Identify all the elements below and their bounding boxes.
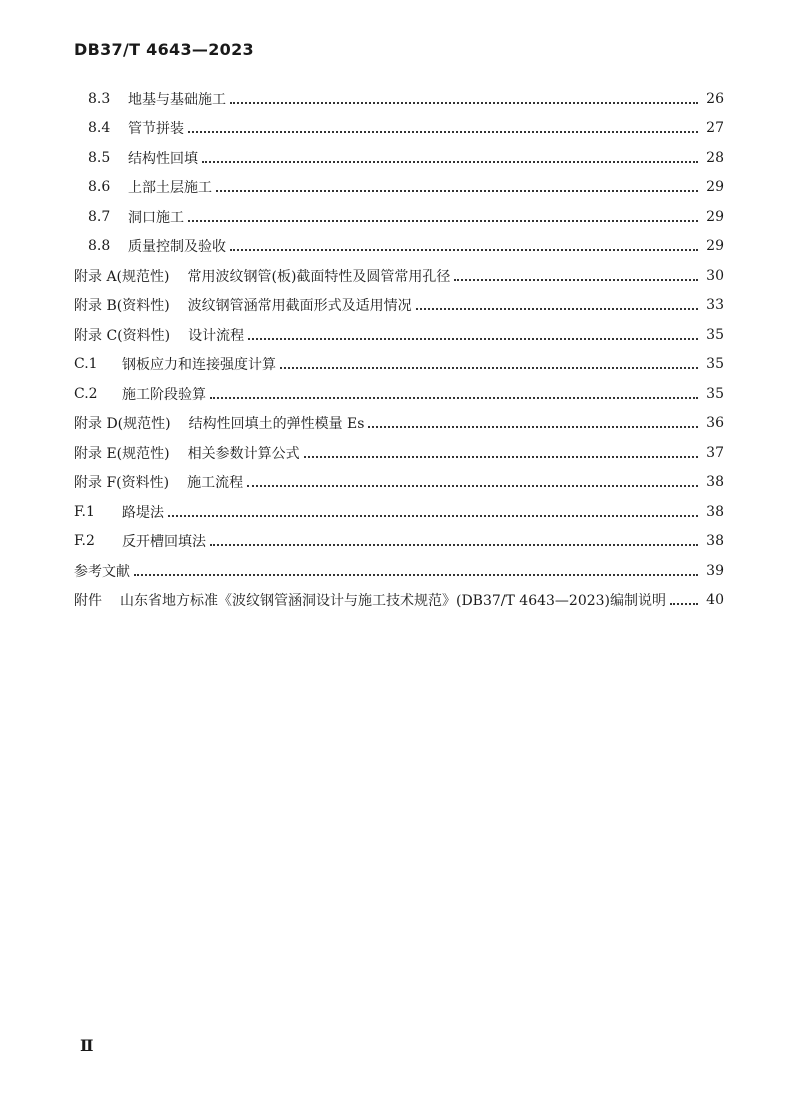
toc-leader-dots (210, 397, 698, 399)
toc-entry-title: 钢板应力和连接强度计算 (122, 357, 276, 374)
toc-entry[interactable] (74, 468, 724, 498)
toc-entry-title: 路堤法 (122, 504, 164, 521)
toc-entry[interactable] (74, 350, 724, 380)
toc-leader-dots (304, 456, 698, 458)
toc-entry-title: 管节拼装 (128, 121, 184, 138)
toc-entry-number: F.1 (74, 503, 95, 520)
toc-entry-number: 附录 E(规范性) (74, 445, 170, 462)
toc-entry-title: 山东省地方标准《波纹钢管涵洞设计与施工技术规范》(DB37/T 4643—2023)编制说明 (120, 593, 667, 610)
toc-entry[interactable] (74, 438, 724, 468)
toc-entry[interactable] (74, 320, 724, 350)
toc-entry-page: 35 (706, 356, 724, 373)
toc-entry-title: 地基与基础施工 (128, 91, 226, 108)
toc-entry-title: 设计流程 (188, 327, 245, 344)
toc-entry[interactable] (74, 409, 724, 439)
toc-leader-dots (230, 102, 698, 104)
toc-entry-page: 38 (706, 474, 724, 491)
toc-entry-title: 洞口施工 (128, 209, 184, 226)
toc-leader-dots (216, 190, 698, 192)
toc-entry-page: 29 (706, 179, 724, 196)
toc-entry-title: 常用波纹钢管(板)截面特性及圆管常用孔径 (187, 268, 451, 285)
toc-leader-dots (168, 515, 698, 517)
toc-entry-number: 附录 D(规范性) (74, 416, 171, 433)
toc-leader-dots (230, 249, 698, 251)
toc-entry[interactable] (74, 556, 724, 586)
toc-entry-page: 33 (706, 297, 724, 314)
toc-entry[interactable] (74, 497, 724, 527)
toc-entry-page: 40 (706, 592, 724, 609)
toc-entry-title: 反开槽回填法 (122, 534, 206, 551)
toc-entry-title: 结构性回填土的弹性模量 Es (188, 416, 365, 433)
toc-entry[interactable] (74, 379, 724, 409)
toc-entry[interactable] (74, 261, 724, 291)
toc-entry[interactable] (74, 586, 724, 616)
toc-entry[interactable] (74, 527, 724, 557)
toc-entry[interactable] (74, 84, 724, 114)
toc-entry-number: 附录 A(规范性) (74, 268, 170, 285)
toc-leader-dots (670, 603, 698, 605)
toc-entry[interactable] (74, 143, 724, 173)
toc-leader-dots (368, 426, 698, 428)
toc-entry-number: 8.7 (88, 208, 111, 225)
toc-entry[interactable] (74, 291, 724, 321)
toc-entry-number: 附录 F(资料性) (74, 475, 170, 492)
toc-entry-number: F.2 (74, 533, 95, 550)
toc-leader-dots (416, 308, 698, 310)
toc-entry-page: 27 (706, 120, 724, 137)
toc-entry[interactable] (74, 114, 724, 144)
toc-entry-title: 施工流程 (187, 475, 244, 492)
toc-entry-page: 28 (706, 149, 724, 166)
toc-leader-dots (454, 279, 698, 281)
toc-entry-number: 8.8 (88, 238, 111, 255)
toc-entry-number: 附录 B(资料性) (74, 298, 170, 315)
toc-leader-dots (210, 544, 698, 546)
toc-leader-dots (202, 161, 698, 163)
toc-entry-page: 36 (706, 415, 724, 432)
toc-leader-dots (247, 485, 698, 487)
toc-entry-page: 39 (706, 562, 724, 579)
toc-entry[interactable] (74, 173, 724, 203)
toc-entry-page: 29 (706, 208, 724, 225)
toc-entry-title: 波纹钢管涵常用截面形式及适用情况 (187, 298, 412, 315)
toc-entry-page: 30 (706, 267, 724, 284)
toc-entry[interactable] (74, 232, 724, 262)
table-of-contents (74, 84, 724, 615)
page-number: Ⅱ (80, 1036, 94, 1055)
toc-entry-number: 8.3 (88, 90, 111, 107)
toc-entry-title: 相关参数计算公式 (187, 445, 300, 462)
toc-leader-dots (134, 574, 698, 576)
toc-leader-dots (188, 131, 698, 133)
toc-entry-title: 上部土层施工 (128, 180, 212, 197)
toc-entry-page: 29 (706, 238, 724, 255)
toc-leader-dots (248, 338, 698, 340)
toc-entry-title: 结构性回填 (128, 150, 198, 167)
toc-leader-dots (280, 367, 698, 369)
toc-entry-page: 35 (706, 385, 724, 402)
toc-entry-page: 35 (706, 326, 724, 343)
toc-entry-number: 8.6 (88, 179, 111, 196)
toc-entry-title: 施工阶段验算 (122, 386, 206, 403)
toc-entry-title: 参考文献 (74, 563, 130, 580)
toc-leader-dots (188, 220, 698, 222)
toc-entry-number: 8.5 (88, 149, 111, 166)
toc-entry-number: 8.4 (88, 120, 111, 137)
toc-entry-number: C.2 (74, 385, 98, 402)
document-id: DB37/T 4643—2023 (74, 40, 254, 59)
toc-entry-page: 26 (706, 90, 724, 107)
toc-entry-number: 附录 C(资料性) (74, 327, 171, 344)
toc-entry-page: 38 (706, 503, 724, 520)
toc-entry-number: 附件 (74, 593, 102, 610)
toc-entry[interactable] (74, 202, 724, 232)
toc-entry-page: 38 (706, 533, 724, 550)
toc-entry-number: C.1 (74, 356, 98, 373)
toc-entry-title: 质量控制及验收 (128, 239, 226, 256)
toc-entry-page: 37 (706, 444, 724, 461)
